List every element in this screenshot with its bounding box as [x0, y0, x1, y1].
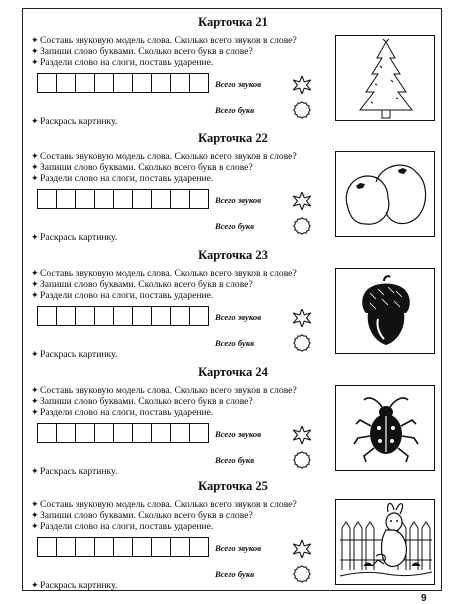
letters-count-label: Всего букв — [215, 221, 255, 231]
letters-count-label: Всего букв — [215, 338, 255, 348]
task-sound-model: ✦Составь звуковую модель слова. Сколько всего звуков в слове? — [31, 151, 297, 162]
sounds-count-label: Всего звуков — [215, 312, 262, 322]
sun-icon[interactable] — [293, 334, 311, 352]
hare-garden-icon — [336, 500, 436, 586]
star-icon[interactable] — [293, 76, 311, 94]
task-sound-model: ✦Составь звуковую модель слова. Сколько всего звуков в слове? — [31, 499, 297, 510]
sounds-count-label: Всего звуков — [215, 429, 262, 439]
sounds-count-label: Всего звуков — [215, 79, 262, 89]
task-write-letters: ✦Запиши слово буквами. Сколько всего букв в слове? — [31, 46, 253, 57]
buns-icon — [336, 152, 436, 238]
card-title: Карточка 25 — [198, 479, 268, 493]
card-title: Карточка 21 — [198, 15, 268, 29]
beetle-icon — [336, 386, 436, 472]
task-sound-model: ✦Составь звуковую модель слова. Сколько всего звуков в слове? — [31, 268, 297, 279]
acorn-icon — [336, 269, 436, 355]
sound-model-grid[interactable] — [37, 537, 209, 557]
card-24 — [23, 363, 443, 477]
task-syllables: ✦Раздели слово на слоги, поставь ударение. — [31, 407, 214, 418]
card-title: Карточка 23 — [198, 248, 268, 262]
letters-count-label: Всего букв — [215, 105, 255, 115]
sun-icon[interactable] — [293, 565, 311, 583]
sun-icon[interactable] — [293, 217, 311, 235]
task-color-picture: ✦Раскрась картинку. — [31, 232, 118, 243]
task-syllables: ✦Раздели слово на слоги, поставь ударение. — [31, 57, 214, 68]
sound-model-grid[interactable] — [37, 306, 209, 326]
sounds-count-label: Всего звуков — [215, 543, 262, 553]
task-color-picture: ✦Раскрась картинку. — [31, 116, 118, 127]
picture-frame — [335, 268, 435, 354]
task-sound-model: ✦Составь звуковую модель слова. Сколько всего звуков в слове? — [31, 35, 297, 46]
card-title: Карточка 22 — [198, 131, 268, 145]
task-write-letters: ✦Запиши слово буквами. Сколько всего букв в слове? — [31, 510, 253, 521]
letters-count-label: Всего букв — [215, 569, 255, 579]
task-color-picture: ✦Раскрась картинку. — [31, 466, 118, 477]
sounds-count-label: Всего звуков — [215, 195, 262, 205]
worksheet-page — [22, 8, 442, 591]
task-write-letters: ✦Запиши слово буквами. Сколько всего букв в слове? — [31, 162, 253, 173]
task-syllables: ✦Раздели слово на слоги, поставь ударение. — [31, 521, 214, 532]
picture-frame — [335, 151, 435, 237]
sun-icon[interactable] — [293, 451, 311, 469]
card-21 — [23, 13, 443, 127]
card-23 — [23, 246, 443, 360]
card-22 — [23, 129, 443, 243]
page-number: 9 — [421, 593, 427, 604]
task-color-picture: ✦Раскрась картинку. — [31, 349, 118, 360]
star-icon[interactable] — [293, 192, 311, 210]
picture-frame — [335, 499, 435, 585]
sound-model-grid[interactable] — [37, 423, 209, 443]
task-sound-model: ✦Составь звуковую модель слова. Сколько всего звуков в слове? — [31, 385, 297, 396]
picture-frame — [335, 35, 435, 121]
star-icon[interactable] — [293, 426, 311, 444]
letters-count-label: Всего букв — [215, 455, 255, 465]
card-title: Карточка 24 — [198, 365, 268, 379]
task-syllables: ✦Раздели слово на слоги, поставь ударение. — [31, 173, 214, 184]
picture-frame — [335, 385, 435, 471]
card-25 — [23, 477, 443, 591]
task-syllables: ✦Раздели слово на слоги, поставь ударение. — [31, 290, 214, 301]
sun-icon[interactable] — [293, 101, 311, 119]
task-write-letters: ✦Запиши слово буквами. Сколько всего букв в слове? — [31, 279, 253, 290]
task-write-letters: ✦Запиши слово буквами. Сколько всего букв в слове? — [31, 396, 253, 407]
fir-tree-icon — [336, 36, 436, 122]
star-icon[interactable] — [293, 309, 311, 327]
sound-model-grid[interactable] — [37, 189, 209, 209]
task-color-picture: ✦Раскрась картинку. — [31, 580, 118, 591]
sound-model-grid[interactable] — [37, 73, 209, 93]
star-icon[interactable] — [293, 540, 311, 558]
